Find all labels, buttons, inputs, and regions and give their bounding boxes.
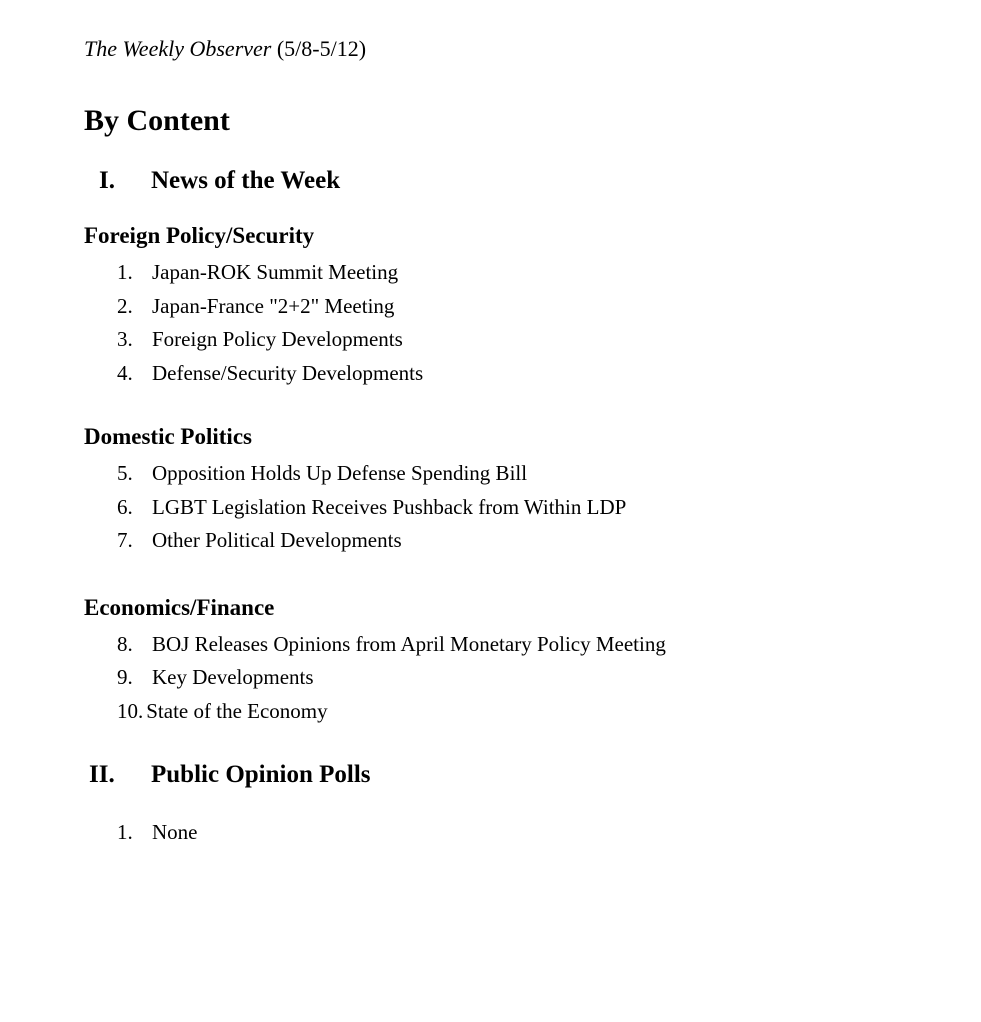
group-title-economics-finance: Economics/Finance bbox=[84, 594, 275, 620]
item-text: LGBT Legislation Receives Pushback from Within LDP bbox=[152, 494, 627, 519]
item-text: Japan-ROK Summit Meeting bbox=[152, 260, 399, 284]
section-numeral: II. bbox=[89, 761, 115, 788]
item-text: Foreign Policy Developments bbox=[152, 327, 403, 351]
toc-item bbox=[84, 695, 941, 729]
item-number: 1. bbox=[117, 820, 133, 844]
item-text: BOJ Releases Opinions from April Monetary Policy Meeting bbox=[152, 631, 666, 656]
toc-item bbox=[84, 491, 941, 525]
toc-item bbox=[84, 357, 941, 391]
toc-item bbox=[84, 323, 941, 357]
item-number: 9. bbox=[117, 665, 133, 689]
item-text: Key Developments bbox=[152, 665, 314, 689]
group-title-foreign-policy: Foreign Policy/Security bbox=[84, 223, 315, 248]
toc-item bbox=[84, 457, 941, 491]
item-text: State of the Economy bbox=[146, 698, 328, 723]
item-number: 6. bbox=[117, 494, 133, 519]
toc-list-public-opinion-polls bbox=[84, 816, 941, 850]
item-number: 7. bbox=[117, 528, 133, 552]
toc-item bbox=[84, 661, 941, 695]
item-number: 2. bbox=[117, 293, 133, 318]
item-text: Other Political Developments bbox=[152, 528, 402, 552]
item-number: 5. bbox=[117, 461, 133, 485]
date-range: (5/8-5/12) bbox=[271, 36, 367, 61]
toc-list-economics-finance bbox=[84, 628, 941, 729]
toc-item bbox=[84, 290, 941, 324]
section-numeral: I. bbox=[99, 167, 115, 194]
item-number: 3. bbox=[117, 327, 133, 351]
toc-list-domestic-politics bbox=[84, 457, 941, 558]
document-title bbox=[84, 36, 941, 62]
item-number: 1. bbox=[117, 260, 133, 284]
section-title: Public Opinion Polls bbox=[151, 761, 371, 788]
toc-list-foreign-policy bbox=[84, 256, 941, 390]
section-heading-news bbox=[84, 166, 941, 195]
item-number: 10. bbox=[117, 698, 144, 723]
toc-item bbox=[84, 256, 941, 290]
toc-item bbox=[84, 524, 941, 558]
page-heading: By Content bbox=[84, 104, 230, 137]
item-text: Defense/Security Developments bbox=[152, 360, 424, 385]
item-number: 4. bbox=[117, 360, 133, 385]
toc-item bbox=[84, 628, 941, 662]
toc-item bbox=[84, 816, 941, 850]
item-number: 8. bbox=[117, 631, 133, 656]
group-title-domestic-politics: Domestic Politics bbox=[84, 424, 252, 449]
publication-name: The Weekly Observer bbox=[84, 36, 272, 61]
section-heading-public-opinion-polls bbox=[84, 760, 941, 789]
item-text: None bbox=[152, 820, 198, 844]
item-text: Opposition Holds Up Defense Spending Bill bbox=[152, 461, 528, 485]
section-title: News of the Week bbox=[151, 167, 341, 194]
item-text: Japan-France "2+2" Meeting bbox=[152, 293, 395, 318]
